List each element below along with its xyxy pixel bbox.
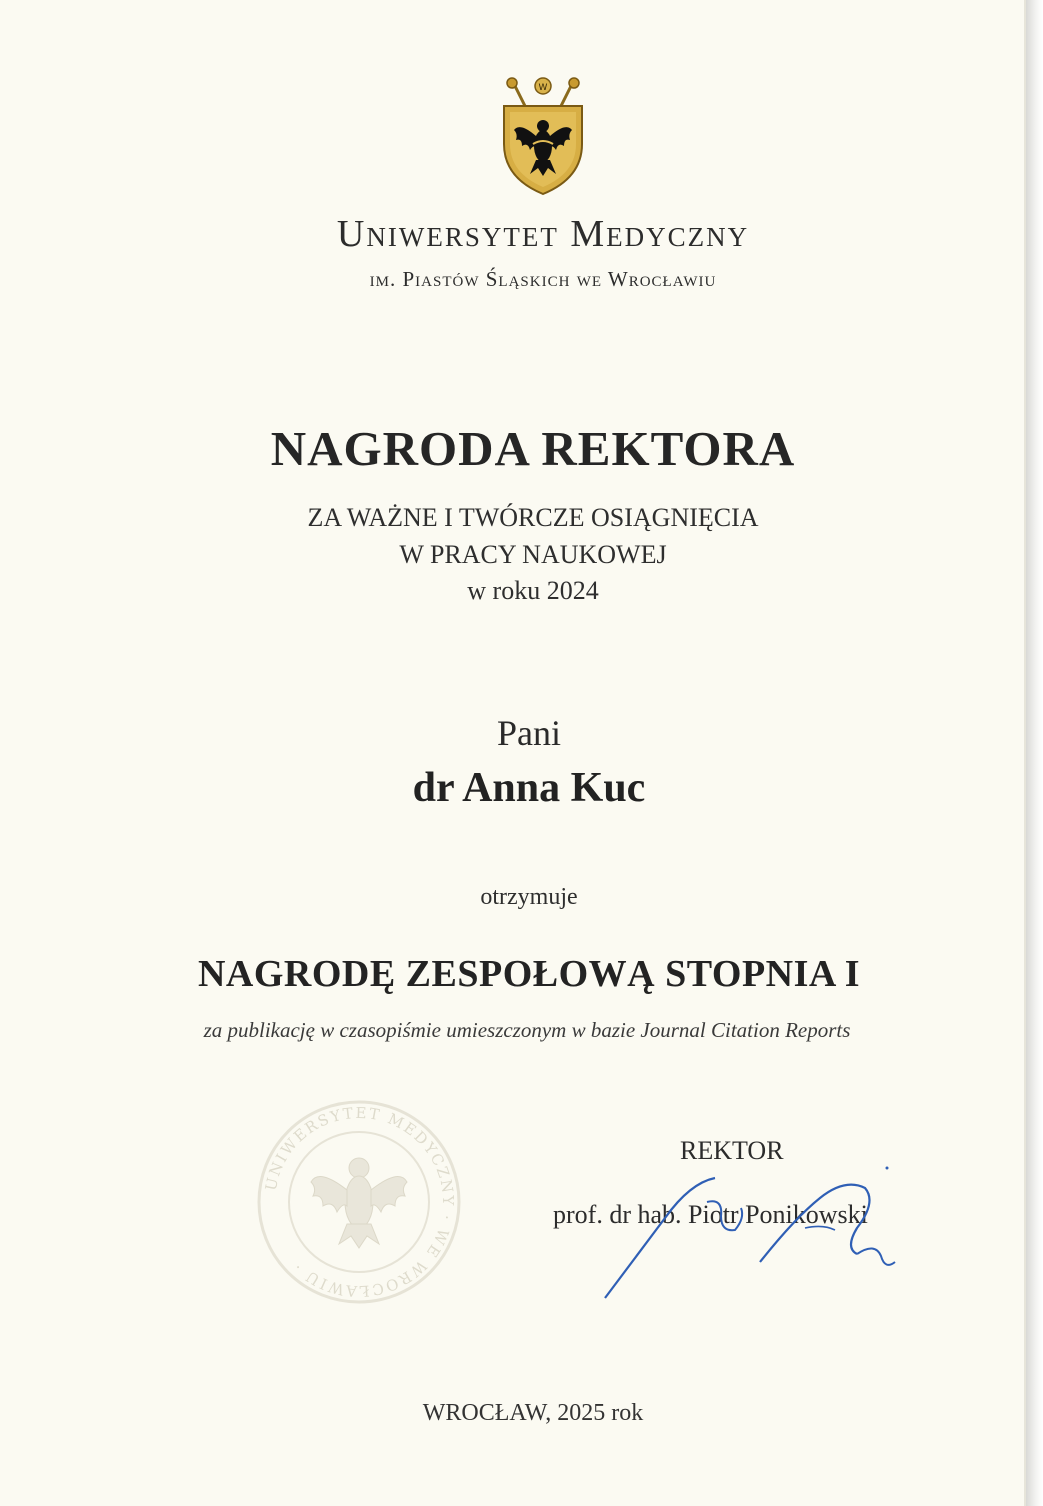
university-name: Uniwersytet Medyczny bbox=[336, 213, 750, 255]
award-line-1: ZA WAŻNE I TWÓRCZE OSIĄGNIĘCIA bbox=[307, 503, 759, 532]
signatory-role: REKTOR bbox=[680, 1136, 784, 1165]
award-title: NAGRODA REKTORA bbox=[270, 421, 796, 476]
receives-label: otrzymuje bbox=[480, 884, 578, 910]
prize-description: za publikację w czasopiśmie umieszczonym w bazie Journal Citation Reports bbox=[203, 1018, 851, 1042]
place-and-date: WROCŁAW, 2025 rok bbox=[422, 1400, 644, 1426]
university-crest-icon bbox=[500, 74, 586, 198]
salutation: Pani bbox=[496, 713, 561, 753]
recipient-name: dr Anna Kuc bbox=[412, 765, 646, 811]
svg-text:W: W bbox=[538, 83, 548, 93]
handwritten-signature bbox=[595, 1158, 915, 1308]
page-edge bbox=[1026, 0, 1043, 1506]
university-subtitle: im. Piastów Śląskich we Wrocławiu bbox=[369, 267, 717, 291]
signatory-name: prof. dr hab. Piotr Ponikowski bbox=[553, 1200, 868, 1229]
embossed-seal-icon bbox=[255, 1098, 463, 1306]
prize-title: NAGRODĘ ZESPOŁOWĄ STOPNIA I bbox=[197, 953, 861, 995]
award-year: w roku 2024 bbox=[467, 576, 599, 605]
award-line-2: W PRACY NAUKOWEJ bbox=[399, 540, 667, 569]
svg-text:UNIWERSYTET MEDYCZNY · WE WROC: UNIWERSYTET MEDYCZNY · WE WROCŁAWIU · bbox=[261, 1103, 458, 1301]
